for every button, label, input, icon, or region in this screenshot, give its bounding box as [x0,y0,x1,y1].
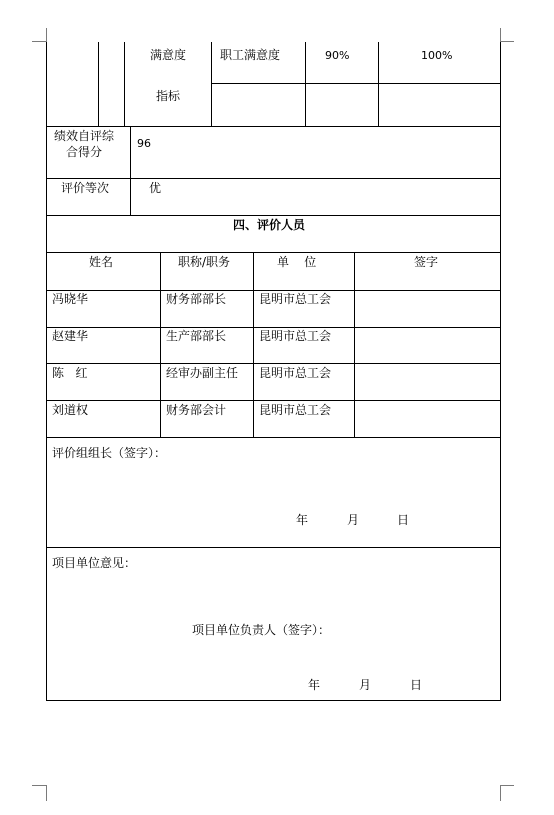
staff-title: 财务部部长 [166,292,227,306]
crop-mark-bottom-right-v [500,785,501,801]
grid-line [211,42,212,126]
date-day: 日 [410,678,423,692]
self-eval-label-line1: 绩效自评综 [54,129,115,143]
crop-mark-bottom-right-h [500,785,514,786]
staff-signature-field[interactable] [356,401,499,436]
staff-title: 经审办副主任 [166,366,239,380]
grid-line [253,252,254,437]
grid-line [98,42,99,126]
staff-name: 刘道权 [52,403,89,417]
grid-line [46,437,501,438]
unit-opinion-area[interactable] [48,572,498,617]
date-year: 年 [296,513,309,527]
section-title: 四、评价人员 [233,218,306,232]
self-eval-label-line2: 合得分 [66,145,103,159]
satisfaction-item: 职工满意度 [220,48,281,62]
grid-line [46,178,501,179]
satisfaction-target: 90% [325,49,350,62]
grid-line [46,547,501,548]
grid-line [305,42,306,126]
date-day: 日 [397,513,410,527]
staff-name: 赵建华 [52,329,89,343]
header-name: 姓名 [89,255,114,269]
date-month: 月 [359,678,372,692]
grid-line [124,42,125,126]
staff-signature-field[interactable] [356,364,499,399]
crop-mark-top-left-h [32,41,46,42]
unit-opinion-label: 项目单位意见： [52,556,137,570]
grid-line [378,42,379,126]
satisfaction-label-line1: 满意度 [150,48,187,62]
grade-label: 评价等次 [61,181,110,195]
header-title: 职称/职务 [178,255,231,269]
staff-signature-field[interactable] [356,328,499,362]
staff-unit: 昆明市总工会 [259,292,332,306]
staff-unit: 昆明市总工会 [259,366,332,380]
grid-line [46,215,501,216]
crop-mark-bottom-left-h [32,785,46,786]
grid-line [160,252,161,437]
date-year: 年 [308,678,321,692]
staff-unit: 昆明市总工会 [259,403,332,417]
satisfaction-label-line2: 指标 [156,89,181,103]
grid-line [211,83,500,84]
grid-line [46,126,501,127]
crop-mark-top-left-v [46,28,47,42]
header-unit: 单 位 [277,255,317,269]
grid-line [130,126,131,215]
staff-title: 财务部会计 [166,403,227,417]
group-leader-signature-area[interactable] [48,462,498,502]
group-leader-label: 评价组组长（签字）： [52,446,167,460]
table-border-bottom [46,700,501,701]
staff-title: 生产部部长 [166,329,227,343]
date-month: 月 [347,513,360,527]
staff-unit: 昆明市总工会 [259,329,332,343]
crop-mark-top-right-v [500,28,501,42]
grid-line [354,252,355,437]
staff-name: 陈 红 [52,366,88,380]
table-border-right [500,42,501,701]
crop-mark-top-right-h [500,41,514,42]
self-eval-score: 96 [137,137,151,150]
table-border-left [46,42,47,701]
grid-line [46,252,501,253]
satisfaction-actual: 100% [421,49,453,62]
staff-signature-field[interactable] [356,291,499,326]
responsible-signature-label: 项目单位负责人（签字）： [192,623,331,637]
header-signature: 签字 [414,255,439,269]
grade-value: 优 [149,181,162,195]
crop-mark-bottom-left-v [46,785,47,801]
staff-name: 冯晓华 [52,292,89,306]
